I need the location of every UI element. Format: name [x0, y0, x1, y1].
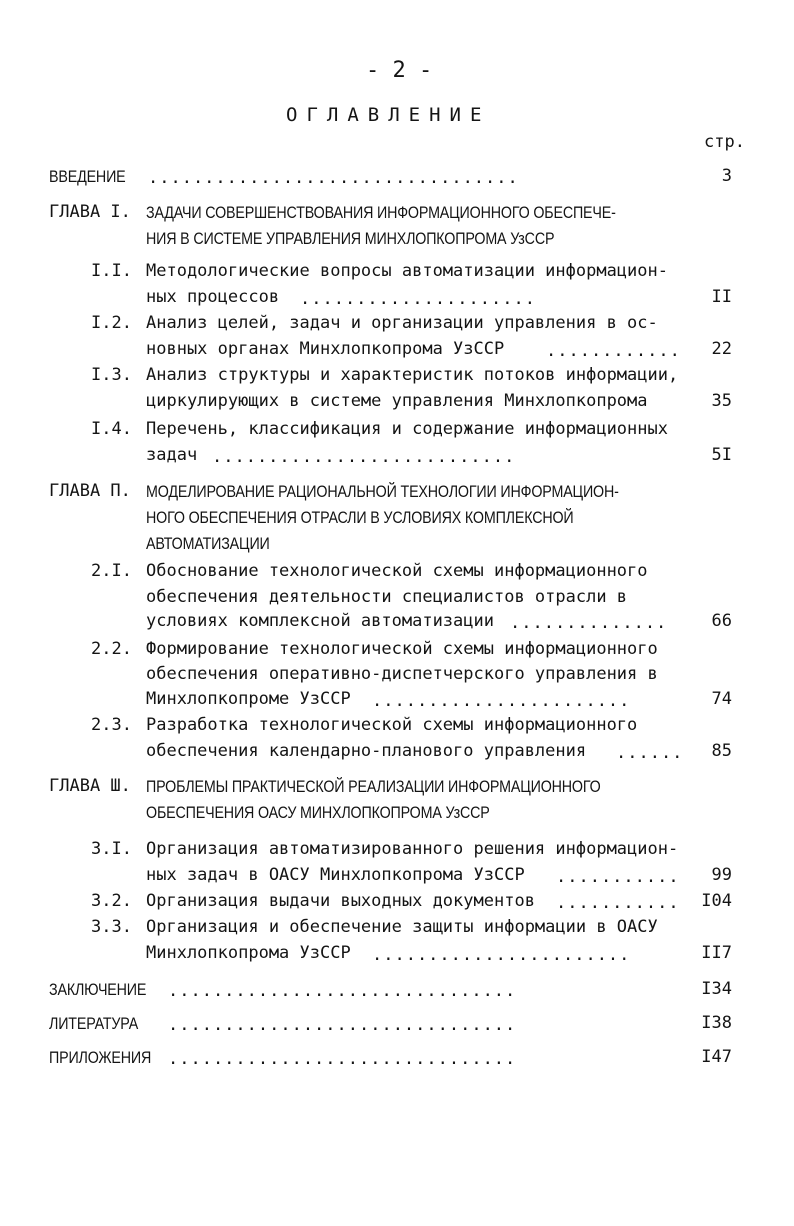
- toc-page: I38: [701, 1013, 732, 1033]
- leader-dots: ...............................: [168, 981, 517, 1001]
- section-title: Минхлопкопрома УзССР: [146, 943, 351, 963]
- section-title: циркулирующих в системе управления Минхлопкопрома: [146, 391, 648, 411]
- chapter-label: ГЛАВА I.: [49, 202, 131, 222]
- leader-dots: ...........: [556, 893, 680, 913]
- toc-page: 35: [711, 391, 732, 411]
- section-title: Анализ структуры и характеристик потоков информации,: [146, 365, 679, 385]
- section-title: задач: [146, 445, 198, 465]
- chapter-title: ПРОБЛЕМЫ ПРАКТИЧЕСКОЙ РЕАЛИЗАЦИИ ИНФОРМАЦИОННОГО: [146, 777, 601, 796]
- toc-page: I34: [701, 979, 732, 999]
- section-title: Методологические вопросы автоматизации информацион-: [146, 261, 668, 281]
- chapter-title: МОДЕЛИРОВАНИЕ РАЦИОНАЛЬНОЙ ТЕХНОЛОГИИ ИНФОРМАЦИОН-: [146, 482, 619, 501]
- section-number: 2.2.: [91, 639, 132, 659]
- section-title: Обоснование технологической схемы информационного: [146, 561, 648, 581]
- page-number: - 2 -: [366, 58, 433, 83]
- section-title: условиях комплексной автоматизации: [146, 611, 494, 631]
- toc-page: 22: [711, 339, 732, 359]
- chapter-title: НОГО ОБЕСПЕЧЕНИЯ ОТРАСЛИ В УСЛОВИЯХ КОМПЛЕКСНОЙ: [146, 508, 574, 527]
- section-title: ных процессов: [146, 287, 280, 307]
- toc-page: 5I: [711, 445, 732, 465]
- section-title: Организация и обеспечение защиты информации в ОАСУ: [146, 917, 658, 937]
- section-number: I.4.: [91, 419, 132, 439]
- section-title: Перечень, классификация и содержание информационных: [146, 419, 668, 439]
- section-title: обеспечения деятельности специалистов отрасли в: [146, 587, 628, 607]
- toc-page: I47: [701, 1047, 732, 1067]
- section-title: Формирование технологической схемы информационного: [146, 639, 658, 659]
- section-number: 3.2.: [91, 891, 132, 911]
- leader-dots: ...........................: [212, 447, 516, 467]
- leader-dots: .......................: [372, 945, 631, 965]
- section-number: 2.I.: [91, 561, 132, 581]
- section-title: Анализ целей, задач и организации управления в ос-: [146, 313, 658, 333]
- leader-dots: ......: [616, 743, 684, 763]
- leader-dots: ...............................: [168, 1049, 517, 1069]
- leader-dots: .................................: [148, 168, 519, 188]
- toc-page: 66: [711, 611, 732, 631]
- section-title: Минхлопкопроме УзССР: [146, 689, 351, 709]
- chapter-title: ОБЕСПЕЧЕНИЯ ОАСУ МИНХЛОПКОПРОМА УзССР: [146, 803, 490, 822]
- chapter-label: ГЛАВА Ш.: [49, 776, 131, 796]
- section-title: Организация автоматизированного решения информацион-: [146, 839, 679, 859]
- section-title: ных задач в ОАСУ Минхлопкопрома УзССР: [146, 865, 525, 885]
- section-title: Разработка технологической схемы информационного: [146, 715, 638, 735]
- chapter-label: ГЛАВА П.: [49, 481, 131, 501]
- chapter-title: НИЯ В СИСТЕМЕ УПРАВЛЕНИЯ МИНХЛОПКОПРОМА УзССР: [146, 229, 555, 248]
- section-number: I.2.: [91, 313, 132, 333]
- toc-page: II: [711, 287, 732, 307]
- section-title: Организация выдачи выходных документов: [146, 891, 535, 911]
- leader-dots: .....................: [300, 289, 536, 309]
- leader-dots: .......................: [372, 691, 631, 711]
- page-title: ОГЛАВЛЕНИЕ: [286, 104, 491, 126]
- section-number: 3.I.: [91, 839, 132, 859]
- toc-page: II7: [701, 943, 732, 963]
- chapter-title: АВТОМАТИЗАЦИИ: [146, 534, 270, 553]
- page-column-header: стр.: [704, 132, 745, 152]
- section-title: обеспечения оперативно-диспетчерского управления в: [146, 664, 658, 684]
- leader-dots: ...........: [556, 867, 680, 887]
- toc-label: ЛИТЕРАТУРА: [49, 1014, 139, 1033]
- section-title: обеспечения календарно-планового управления: [146, 741, 587, 761]
- toc-page: I04: [701, 891, 732, 911]
- section-number: I.I.: [91, 261, 132, 281]
- section-title: новных органах Минхлопкопрома УзССР: [146, 339, 505, 359]
- leader-dots: ...............................: [168, 1015, 517, 1035]
- toc-page: 74: [711, 689, 732, 709]
- toc-label: ПРИЛОЖЕНИЯ: [49, 1048, 152, 1067]
- toc-label: ЗАКЛЮЧЕНИЕ: [49, 980, 147, 999]
- section-number: 3.3.: [91, 917, 132, 937]
- section-number: I.3.: [91, 365, 132, 385]
- section-number: 2.3.: [91, 715, 132, 735]
- leader-dots: ..............: [510, 613, 668, 633]
- toc-page: 3: [721, 166, 732, 186]
- toc-page: 99: [711, 865, 732, 885]
- leader-dots: ............: [546, 341, 681, 361]
- chapter-title: ЗАДАЧИ СОВЕРШЕНСТВОВАНИЯ ИНФОРМАЦИОННОГО ОБЕСПЕЧЕ-: [146, 203, 616, 222]
- toc-page: 85: [711, 741, 732, 761]
- toc-label: ВВЕДЕНИЕ: [49, 167, 126, 186]
